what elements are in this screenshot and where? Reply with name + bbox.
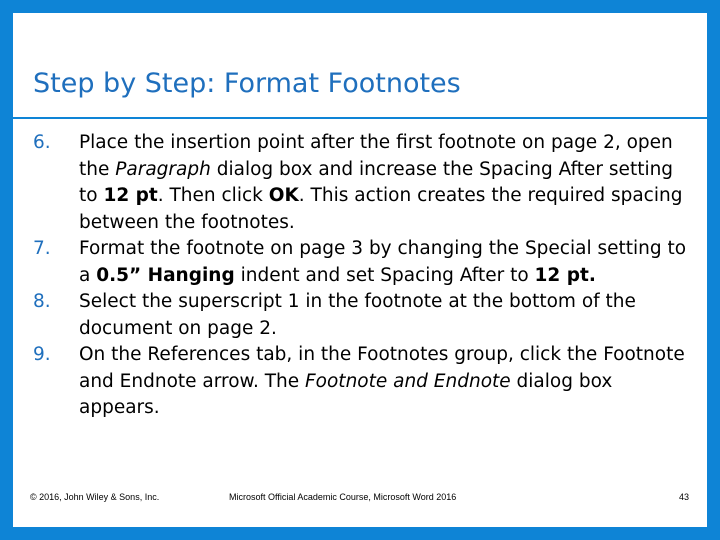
step-item [33,342,693,422]
step-strong: OK [268,185,299,206]
step-strong: 12 pt [103,185,158,206]
step-list [33,130,693,422]
step-text: . This action creates the required spacing between the footnotes. [79,185,683,233]
step-text: indent and set Spacing After to [234,264,535,286]
footer-page-number: 43 [678,492,689,502]
step-number: 8. [33,291,51,312]
step-text: dialog box and increase the Spacing After setting to [79,158,674,206]
step-number: 7. [33,238,51,259]
step-strong: 0.5” Hanging [96,264,235,286]
step-strong: 12 pt. [534,264,596,286]
step-item [33,236,693,289]
step-item [33,289,693,342]
step-text: Select the superscript 1 in the footnote at the bottom of the document on page 2. [79,291,636,339]
step-number: 9. [33,344,51,365]
slide-title: Step by Step: Format Footnotes [33,68,461,99]
step-number: 6. [33,132,51,153]
step-item [33,130,693,236]
title-bar [13,13,707,119]
step-emphasis: Paragraph [115,158,211,180]
footer-copyright: © 2016, John Wiley & Sons, Inc. [30,492,160,502]
step-text: Format the footnote on page 3 by changing the Special setting to a [79,238,687,286]
step-text: Place the insertion point after the first footnote on page 2, open the [79,132,673,180]
footer-course: Microsoft Official Academic Course, Microsoft Word 2016 [229,492,457,502]
step-text: On the References tab, in the Footnotes group, click the Footnote and Endnote arrow. The [79,344,685,392]
step-text: dialog box appears. [79,370,613,418]
step-emphasis: Footnote and Endnote [305,370,511,392]
step-text: . Then click [157,185,269,206]
